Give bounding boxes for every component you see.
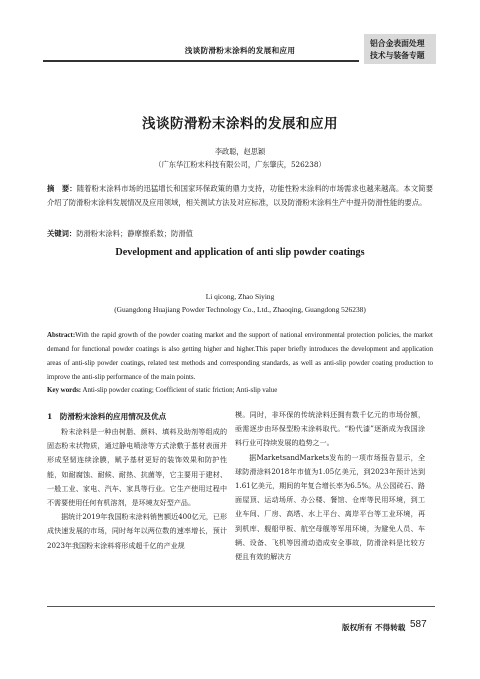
header-rule [43,60,359,62]
topic-tab-line1: 铝合金表面处理 [370,39,425,48]
en-keywords [47,383,433,397]
page-number: 587 [410,619,427,630]
en-keywords-label: Key words: [47,386,82,394]
running-title: 浅谈防滑粉末涂料的发展和应用 [184,46,296,55]
en-keywords-text: Anti-slip powder coating; Coefficient of static friction; Anti-slip value [82,386,278,394]
footer-rule [47,606,435,607]
cn-abstract-text: 随着粉末涂料市场的迅猛增长和国家环保政策的鼎力支持，功能性粉末涂料的市场需求也越来越高。本文简要介绍了防滑粉末涂料发展情况及应用领域，相关测试方法及对应标准，以及防滑粉末涂料生产中提升防滑性能的要点。 [47,184,433,208]
en-affiliation: (Guangdong Huajiang Powder Technology Co., Ltd., Zhaoqing, Guangdong 526238) [114,305,366,314]
body-left-column [47,425,227,553]
topic-tab-line2: 技术与装备专题 [370,51,425,60]
en-abstract [47,328,433,384]
body-paragraph: 粉末涂料是一种由树脂、颜料、填料及助剂等组成的固态粉末状物质，通过静电喷涂等方式涂敷于基材表面并形成坚韧连续涂膜，赋予基材更好的装饰效果和防护性能，如耐腐蚀、耐候、耐热、抗菌等，它主要用于建材、一般工业、家电、汽车、家具等行业。它生产使用过程中不需要使用任何有机溶剂，是环境友好型产品。 [47,427,227,508]
cn-authors: 李政聪，赵思颖 [214,147,266,156]
cn-keywords-text: 防滑粉末涂料；静摩擦系数；防滑值 [76,229,193,238]
body-right-column [235,408,425,564]
en-title: Development and application of anti slip powder coatings [115,247,365,258]
copyright-notice: 版权所有 不得转载 [342,623,406,632]
en-authors: Li qicong, Zhao Siying [205,292,275,301]
body-paragraph: 据统计2019年我国粉末涂料销售额近400亿元，已形成快速发展的市场，同时每年以两位数的速率增长，预计2023年我国粉末涂料将形成超千亿的产业规 [47,512,227,550]
body-paragraph: 据MarketsandMarkets发布的一项市场报告显示，全球防滑涂料2018年市值为1.05亿美元，到2023年预计达到1.61亿美元，期间的年复合增长率为6.5%。从公园砖石、路面屋顶、运动场所、办公楼、餐馆、仓库等民用环境，到工业车间、厂房、高塔、水上平台、离岸平台等工业环境，再到机库、舰船甲板、航空母舰等军用环境，为避免人员、车辆、设备、飞机等因滑动造成安全事故，防滑涂料是比较方便且有效的解决方 [235,452,425,562]
cn-title: 浅谈防滑粉末涂料的发展和应用 [142,116,338,132]
cn-keywords-label: 关键词： [47,229,77,238]
section-heading: 1 防滑粉末涂料的应用情况及优点 [47,412,167,421]
cn-abstract-label: 摘 要： [47,184,77,193]
body-paragraph: 模。同时，非环保的传统涂料还拥有数千亿元的市场份额，亟需逐步由环保型粉末涂料取代。“粉代漆”逐渐成为我国涂料行业可持续发展的趋势之一。 [235,410,425,448]
cn-affiliation: （广东华江粉末科技有限公司，广东肇庆，526238） [154,160,326,169]
en-abstract-label: Abstract: [47,331,76,339]
topic-tab [364,34,436,64]
cn-abstract [47,182,433,211]
en-abstract-text: With the rapid growth of the powder coating market and the support of national environmental protection policies, the market demand for functional powder coatings is also getting higher and higher.This paper briefly introduces the development and application areas of anti-slip powder coatings, related test methods and corresponding standards, as well as anti-slip powder coating production to improve the anti-slip performance of the main points. [47,331,433,381]
cn-keywords [47,227,433,241]
